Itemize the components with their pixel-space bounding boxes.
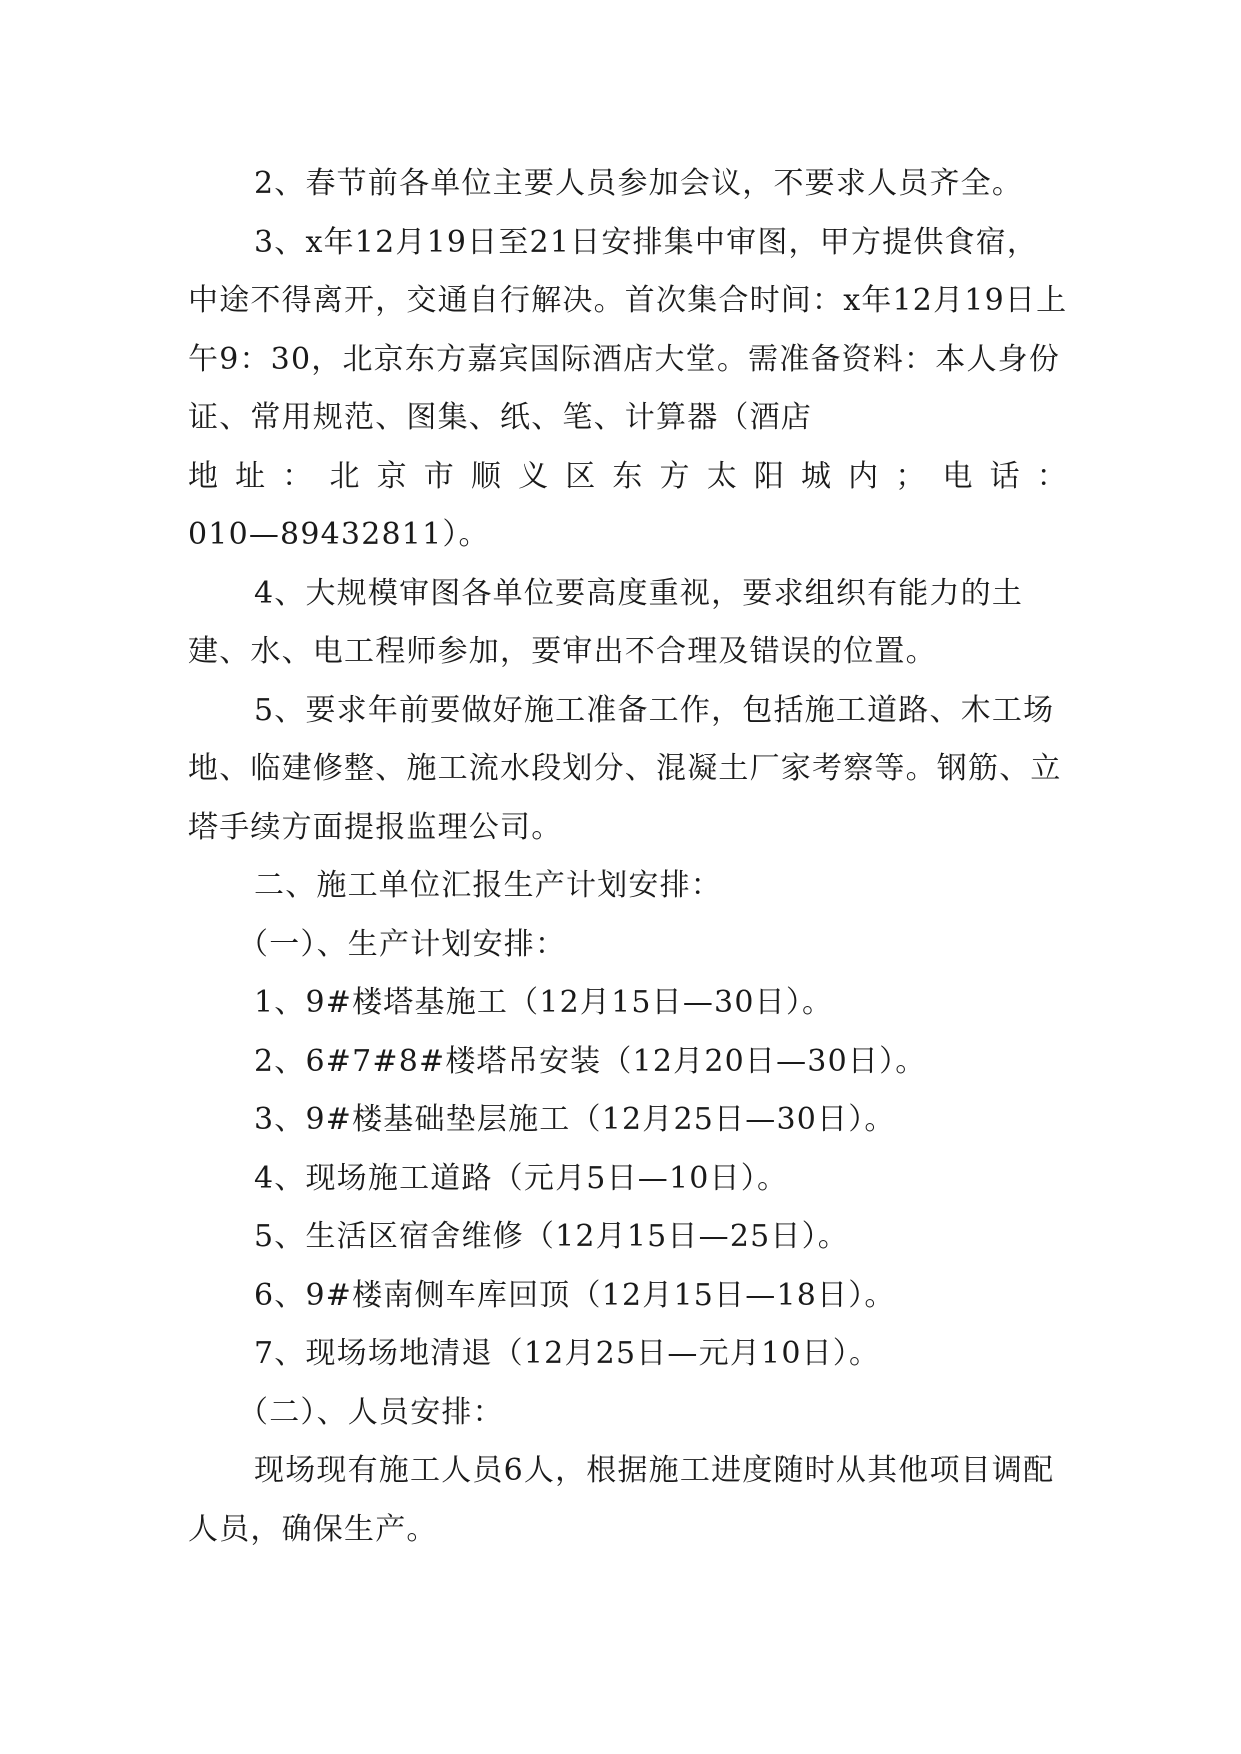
staffing-paragraph: 现场现有施工人员6人，根据施工进度随时从其他项目调配人员，确保生产。 (188, 1453, 1055, 1547)
paragraph-item-3: 3、x年12月19日至21日安排集中审图，甲方提供食宿，中途不得离开，交通自行解决。首次集合时间：x年12月19日上午9：30，北京东方嘉宾国际酒店大堂。需准备资料：本人身份证、常用规范、图集、纸、笔、计算器（酒店 (188, 224, 1068, 435)
paragraph-hotel-address: 地址：北京市顺义区东方太阳城内；电话： (188, 458, 1068, 494)
plan-item-3: 3、9#楼基础垫层施工（12月25日—30日）。 (254, 1102, 896, 1137)
plan-item-2: 2、6#7#8#楼塔吊安装（12月20日—30日）。 (254, 1043, 927, 1079)
plan-item-7: 7、现场场地清退（12月25日—元月10日）。 (254, 1336, 881, 1371)
document-body (188, 155, 1068, 1559)
plan-item-5: 5、生活区宿舍维修（12月15日—25日）。 (254, 1219, 850, 1254)
paragraph-item-4: 4、大规模审图各单位要高度重视，要求组织有能力的土建、水、电工程师参加，要审出不合理及错误的位置。 (188, 575, 1024, 669)
paragraph-item-5: 5、要求年前要做好施工准备工作，包括施工道路、木工场地、临建修整、施工流水段划分、混凝土厂家考察等。钢筋、立塔手续方面提报监理公司。 (188, 692, 1062, 845)
paragraph-hotel-phone: 010—89432811）。 (188, 517, 490, 552)
paragraph-item-2: 2、春节前各单位主要人员参加会议，不要求人员齐全。 (254, 166, 1024, 201)
section-heading-2: 二、施工单位汇报生产计划安排： (254, 868, 722, 903)
subsection-heading-2: （二）、人员安排： (238, 1394, 504, 1430)
plan-item-1: 1、9#楼塔基施工（12月15日—30日）。 (254, 985, 834, 1020)
plan-item-4: 4、现场施工道路（元月5日—10日）。 (254, 1160, 789, 1196)
subsection-heading-1: （一）、生产计划安排： (238, 926, 567, 962)
plan-item-6: 6、9#楼南侧车库回顶（12月15日—18日）。 (254, 1277, 896, 1313)
